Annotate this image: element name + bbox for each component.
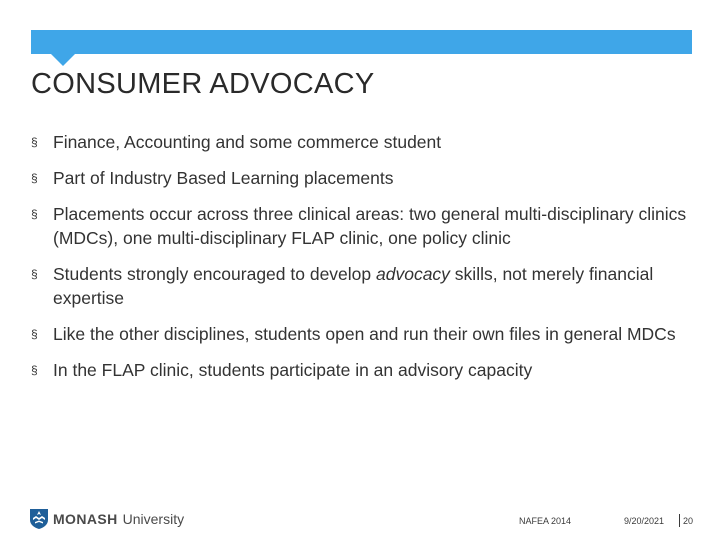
monash-logo [29, 508, 184, 530]
logo-wordmark-university: University [122, 511, 185, 527]
bullet-marker: § [31, 327, 38, 341]
slide-title: CONSUMER ADVOCACY [31, 68, 375, 100]
header-accent-notch [51, 54, 75, 66]
bullet-item [31, 202, 693, 250]
bullet-text-after: skills, not merely financial expertise [53, 264, 654, 308]
bullet-marker: § [31, 207, 38, 221]
bullet-marker: § [31, 267, 38, 281]
footer-date: 9/20/2021 [624, 516, 665, 526]
bullet-text-before: Students strongly encouraged to develop [53, 264, 376, 284]
bullet-text: Like the other disciplines, students open and run their own files in general MDCs [53, 324, 676, 344]
bullet-emphasis: advocacy [376, 264, 450, 284]
bullet-text: Finance, Accounting and some commerce student [53, 132, 442, 152]
bullet-text: Placements occur across three clinical areas: two general multi-disciplinary clinics (MDCs), one multi-disciplinary FLAP clinic, one policy clinic [53, 204, 687, 248]
bullet-item [31, 358, 693, 382]
bullet-marker: § [31, 363, 38, 377]
bullet-marker: § [31, 171, 38, 185]
bullet-list [31, 130, 693, 394]
logo-wordmark-monash: MONASH [53, 511, 118, 527]
bullet-text: In the FLAP clinic, students participate in an advisory capacity [53, 360, 533, 380]
bullet-item [31, 166, 693, 190]
footer-event: NAFEA 2014 [519, 516, 572, 526]
bullet-item [31, 322, 693, 346]
bullet-marker: § [31, 135, 38, 149]
page-number: 20 [683, 516, 694, 526]
header-accent-bar [31, 30, 692, 54]
bullet-text: Part of Industry Based Learning placements [53, 168, 394, 188]
footer-divider [679, 514, 680, 527]
monash-crest-icon [29, 508, 49, 530]
bullet-item [31, 262, 693, 310]
bullet-item [31, 130, 693, 154]
